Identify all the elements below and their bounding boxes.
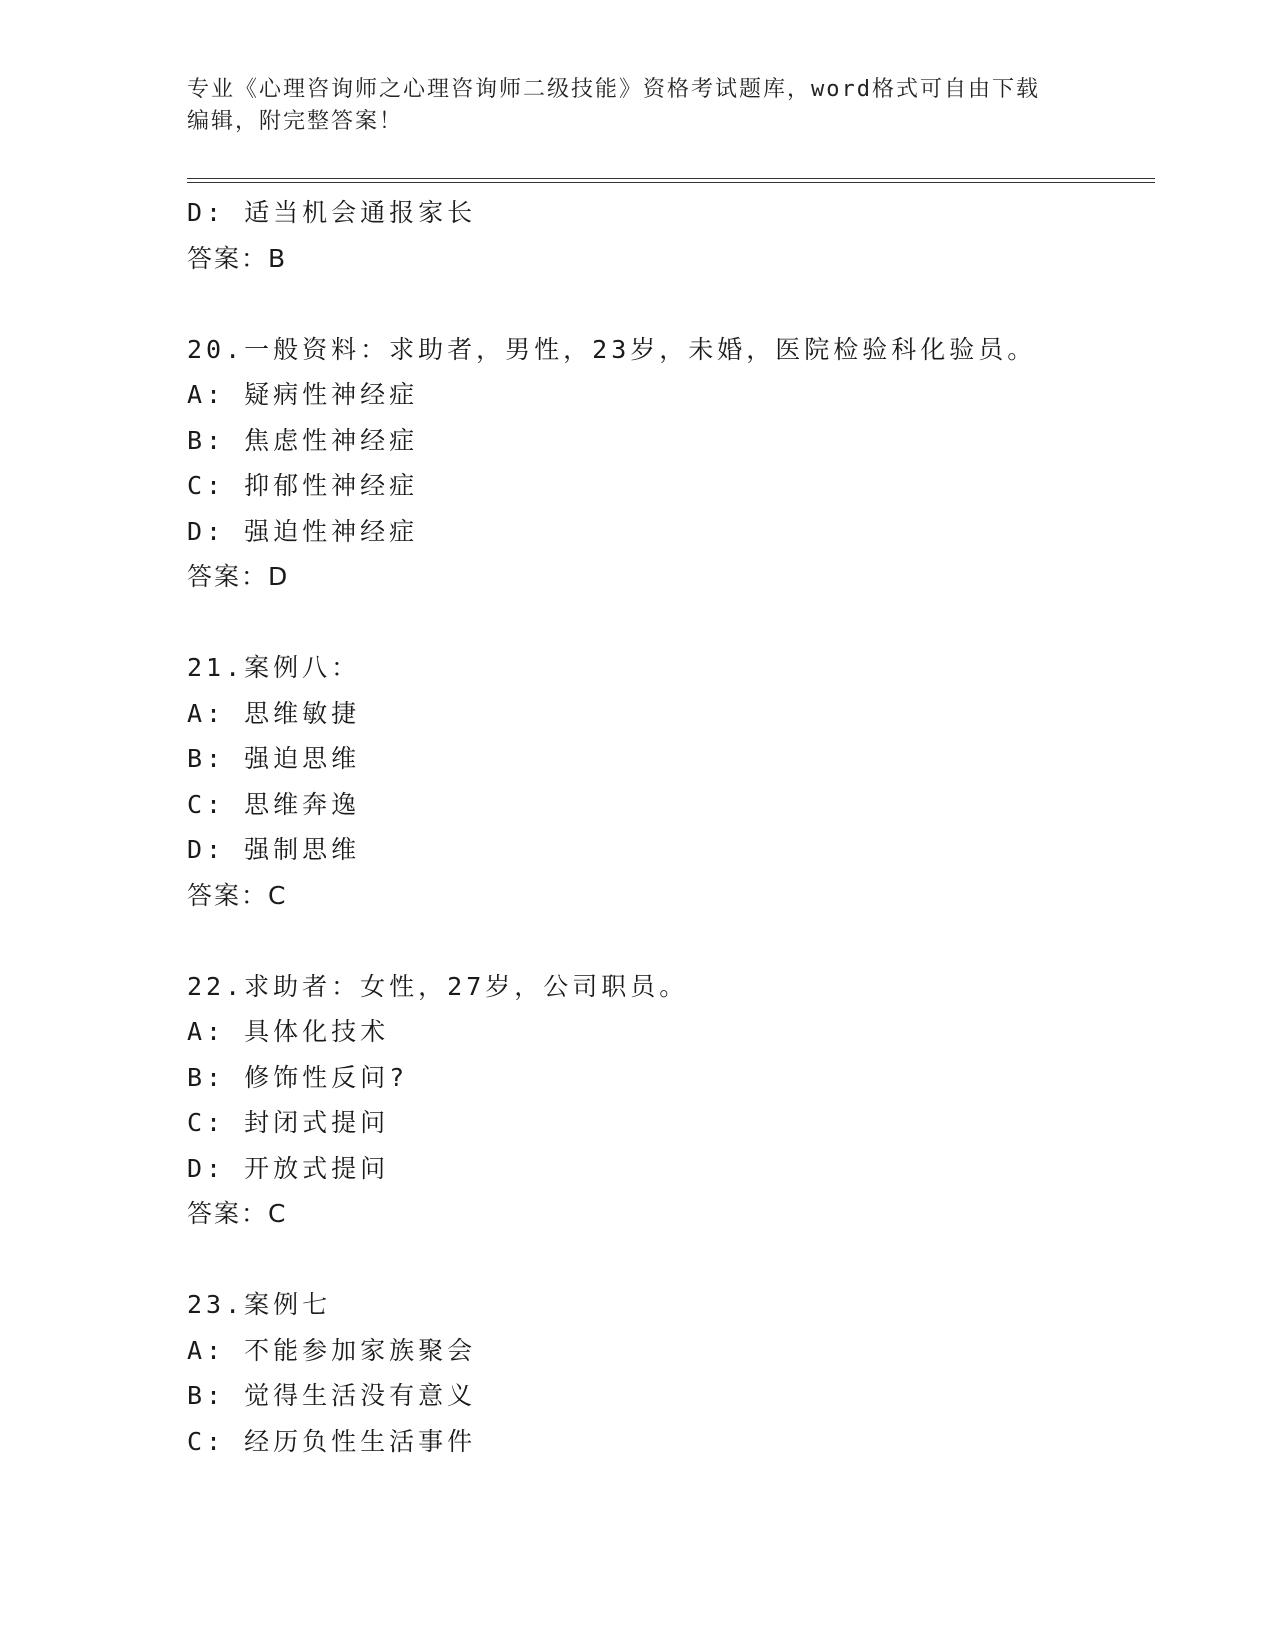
option-b: B: 强迫思维 [187,744,361,773]
question-21 [187,645,1167,918]
previous-question-tail [187,190,1167,281]
spacer [187,1237,1167,1283]
answer-line: 答案：D [187,562,290,591]
question-list [187,190,1167,1464]
header-line-1: 专业《心理咨询师之心理咨询师二级技能》资格考试题库，word格式可自由下载 [187,77,1040,102]
option-d: D: 强迫性神经症 [187,516,419,546]
option-b: B: 觉得生活没有意义 [187,1381,477,1410]
option-c: C: 封闭式提问 [187,1108,390,1137]
option-c: C: 思维奔逸 [187,789,361,819]
answer-line: 答案：B [187,243,288,273]
question-22 [187,964,1167,1237]
header-divider-bottom [187,182,1155,183]
option-a: A: 疑病性神经症 [187,380,419,409]
option-a: A: 具体化技术 [187,1017,390,1046]
spacer [187,281,1167,327]
header-line-2: 编辑，附完整答案！ [187,109,404,134]
question-stem: 22.求助者：女性，27岁，公司职员。 [187,971,689,1001]
question-stem: 23.案例七 [187,1290,332,1319]
spacer [187,918,1167,964]
document-header [187,74,1087,138]
question-stem: 20.一般资料：求助者，男性，23岁，未婚，医院检验科化验员。 [187,334,1037,364]
question-20 [187,327,1167,600]
answer-line: 答案：C [187,880,288,910]
spacer [187,600,1167,646]
option-b: B: 修饰性反问? [187,1062,409,1092]
option-a: A: 思维敏捷 [187,698,361,728]
header-divider-top [187,178,1155,179]
question-stem: 21.案例八： [187,653,361,682]
option-d: D: 强制思维 [187,835,361,864]
option-d: D: 适当机会通报家长 [187,198,477,227]
question-23 [187,1282,1167,1464]
option-b: B: 焦虑性神经症 [187,425,419,455]
answer-line: 答案：C [187,1199,288,1228]
option-c: C: 经历负性生活事件 [187,1426,477,1456]
option-a: A: 不能参加家族聚会 [187,1335,477,1365]
option-d: D: 开放式提问 [187,1153,390,1183]
option-c: C: 抑郁性神经症 [187,471,419,500]
